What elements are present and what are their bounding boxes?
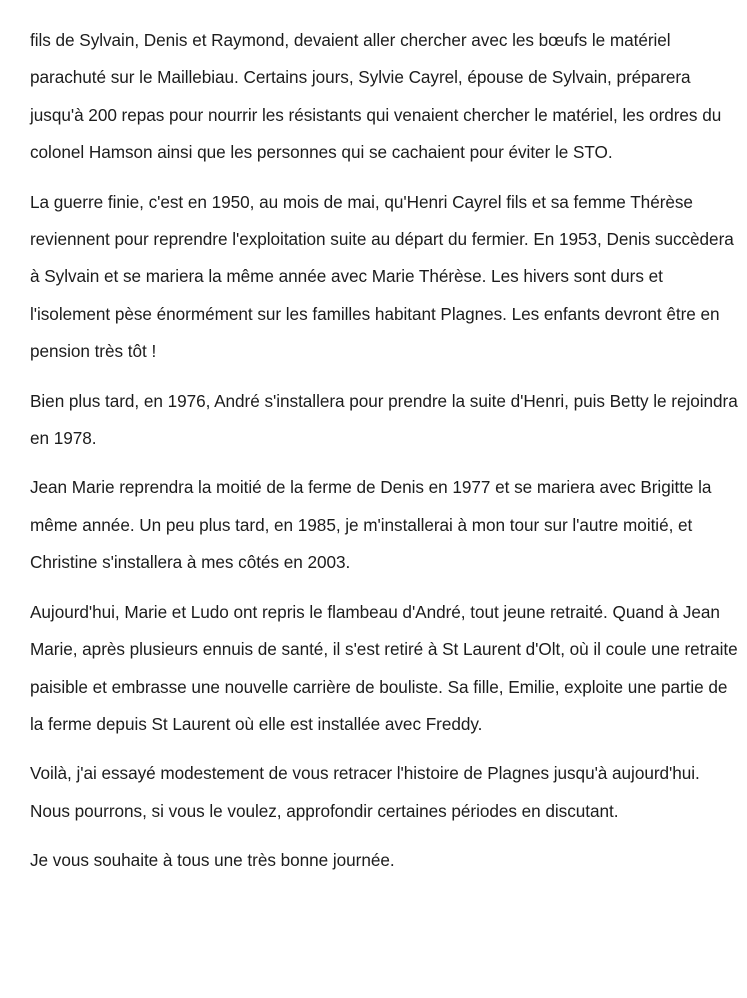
paragraph-today: Aujourd'hui, Marie et Ludo ont repris le flambeau d'André, tout jeune retraité. Quand à Jean Marie, après plusieurs ennuis de santé, il s'est retiré à St Laurent d'Olt, où il coule une retraite paisible et embrasse une nouvelle carrière de bouliste. Sa fille, Emilie, exploite une partie de la ferme depuis St Laurent où elle est installée avec Freddy. xyxy=(30,601,738,734)
paragraph-closing-wish: Je vous souhaite à tous une très bonne journée. xyxy=(30,850,395,871)
paragraph-jean-marie-1977: Jean Marie reprendra la moitié de la ferme de Denis en 1977 et se mariera avec Brigitte la même année. Un peu plus tard, en 1985, je m'installerai à mon tour sur l'autre moitié, et Christine s'installera à mes côtés en 2003. xyxy=(30,477,712,573)
paragraph-andre-1976: Bien plus tard, en 1976, André s'installera pour prendre la suite d'Henri, puis Betty le rejoindra en 1978. xyxy=(30,390,738,449)
paragraph-after-war: La guerre finie, c'est en 1950, au mois de mai, qu'Henri Cayrel fils et sa femme Thérèse reviennent pour reprendre l'exploitation suite au départ du fermier. En 1953, Denis succèdera à Sylvain et se mariera la même année avec Marie Thérèse. Les hivers sont durs et l'isolement pèse énormément sur les familles habitant Plagnes. Les enfants devront être en pension très tôt ! xyxy=(30,191,734,362)
document-body xyxy=(30,22,742,880)
paragraph-conclusion: Voilà, j'ai essayé modestement de vous retracer l'histoire de Plagnes jusqu'à aujourd'hui. Nous pourrons, si vous le voulez, approfondir certaines périodes en discutant. xyxy=(30,763,700,821)
paragraph-maquis-supplies: fils de Sylvain, Denis et Raymond, devaient aller chercher avec les bœufs le matériel parachuté sur le Maillebiau. Certains jours, Sylvie Cayrel, épouse de Sylvain, préparera jusqu'à 200 repas pour nourrir les résistants qui venaient chercher le matériel, les ordres du colonel Hamson ainsi que les personnes qui se cachaient pour éviter le STO. xyxy=(30,30,722,163)
